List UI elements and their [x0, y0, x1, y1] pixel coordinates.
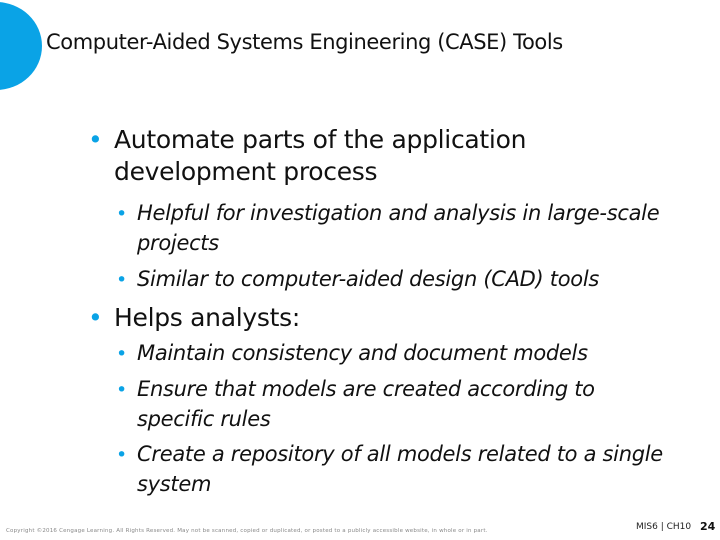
bullet-dot-icon: • — [88, 303, 103, 332]
bullet-text: Maintain consistency and document models — [137, 341, 588, 365]
bullet-level1 — [88, 302, 688, 334]
bullet-level1 — [88, 124, 688, 188]
bullet-level2 — [116, 338, 676, 368]
course-label: MIS6 | CH10 — [636, 522, 692, 532]
bullet-level2 — [116, 264, 676, 294]
slide-title: Computer-Aided Systems Engineering (CASE) Tools — [46, 30, 563, 54]
bullet-text: Helps analysts: — [114, 303, 300, 332]
bullet-dot-icon: • — [116, 444, 127, 466]
bullet-text: Create a repository of all models related to a single system — [137, 442, 663, 496]
page-number: 24 — [700, 520, 716, 533]
bullet-dot-icon: • — [116, 203, 127, 225]
bullet-level2 — [116, 439, 676, 499]
header-circle-decoration — [0, 2, 42, 90]
bullet-level2 — [116, 198, 676, 258]
bullet-level2 — [116, 374, 676, 434]
bullet-text: Ensure that models are created according to specific rules — [137, 377, 595, 431]
bullet-dot-icon: • — [116, 343, 127, 365]
bullet-dot-icon: • — [116, 379, 127, 401]
bullet-text: Automate parts of the application development process — [114, 125, 527, 186]
copyright-notice: Copyright ©2016 Cengage Learning. All Rights Reserved. May not be scanned, copied or duplicated, or posted to a publicly accessible website, in whole or in part. — [6, 528, 488, 534]
bullet-text: Similar to computer-aided design (CAD) tools — [137, 267, 599, 291]
bullet-dot-icon: • — [116, 269, 127, 291]
bullet-text: Helpful for investigation and analysis in large-scale projects — [137, 201, 660, 255]
bullet-dot-icon: • — [88, 125, 103, 154]
